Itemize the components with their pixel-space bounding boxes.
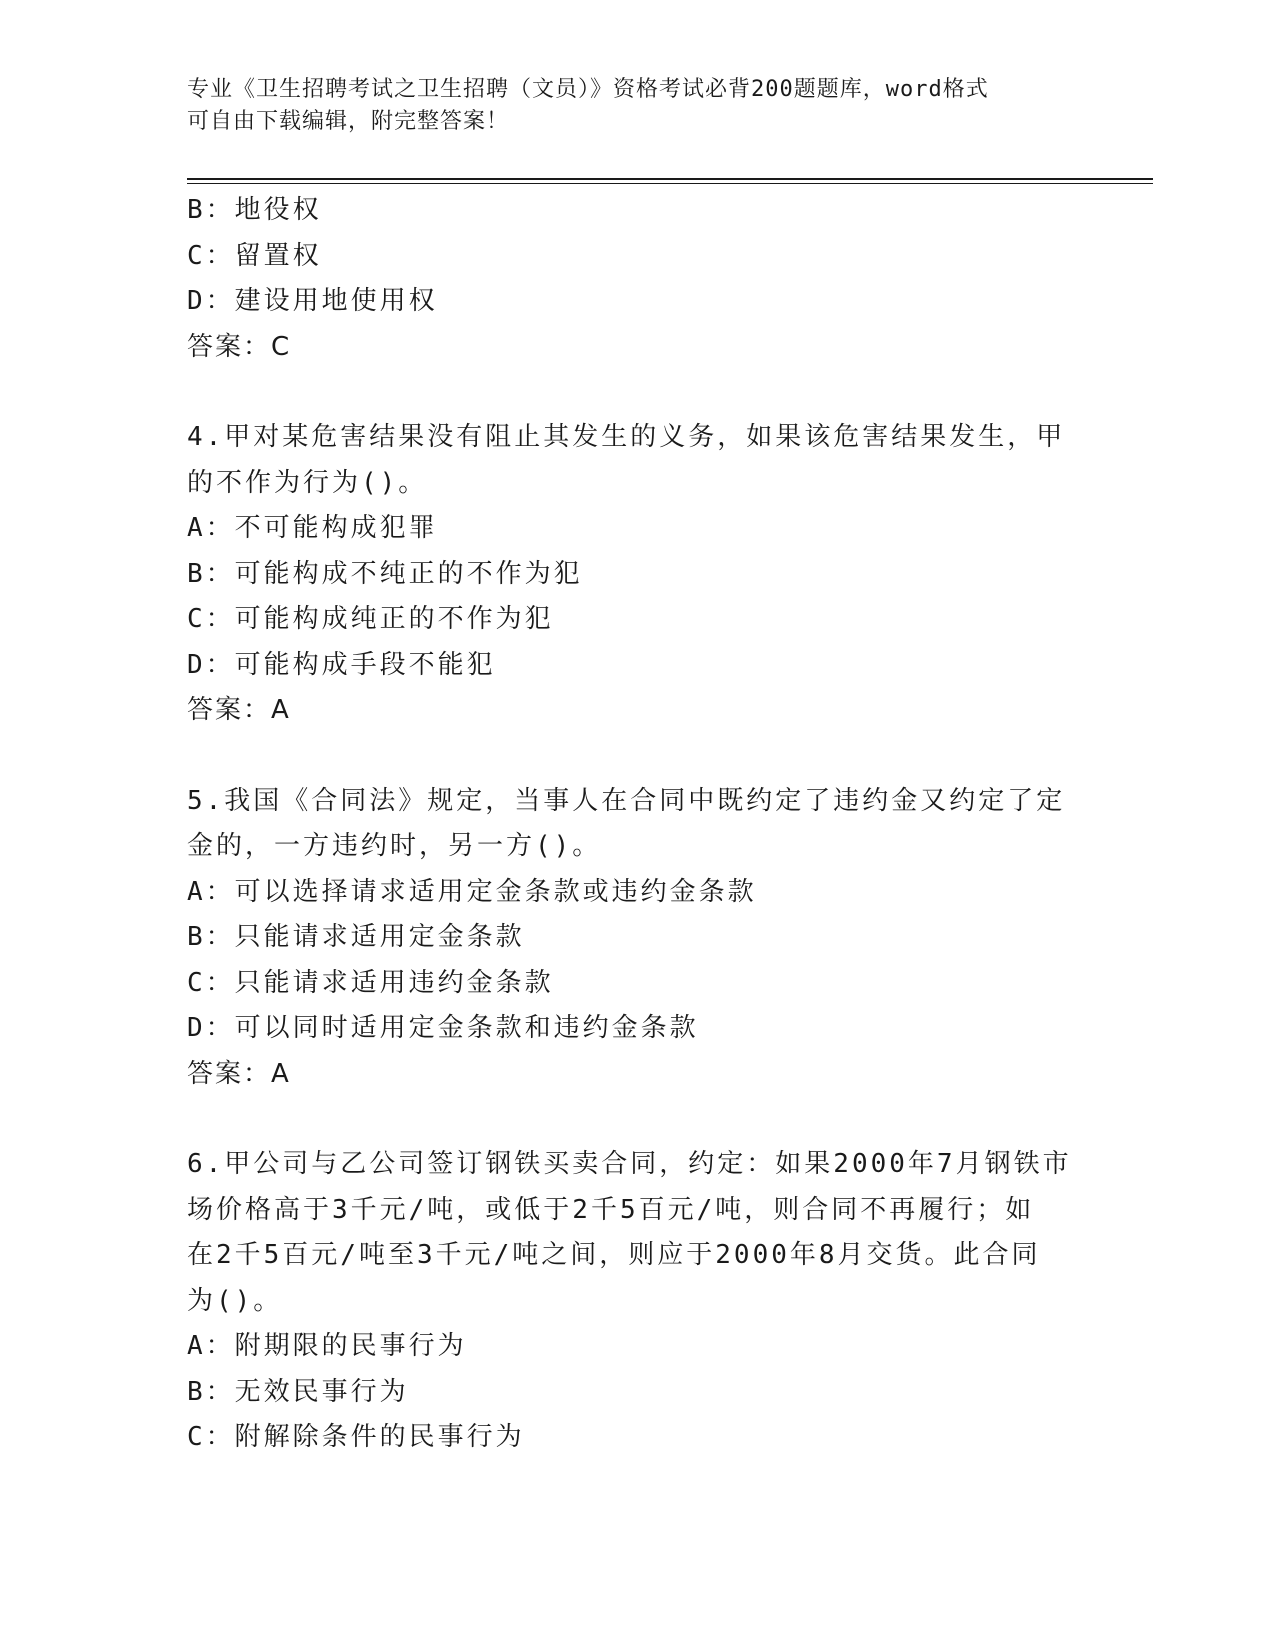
spacer [187, 734, 1087, 779]
header-divider-thin [187, 183, 1153, 184]
spacer [187, 370, 1087, 415]
question-stem-line-2: 场价格高于3千元/吨，或低于2千5百元/吨，则合同不再履行；如 [187, 1194, 1035, 1225]
option-a: A：附期限的民事行为 [187, 1331, 467, 1361]
option-b: B：地役权 [187, 195, 322, 225]
question-list [187, 188, 1087, 1461]
answer-line: 答案：C [187, 331, 292, 362]
question-stem-line-3: 在2千5百元/吨至3千元/吨之间，则应于2000年8月交货。此合同 [187, 1240, 1041, 1270]
option-c: C：只能请求适用违约金条款 [187, 967, 554, 998]
answer-line: 答案：A [187, 695, 291, 725]
option-b: B：无效民事行为 [187, 1376, 409, 1407]
question-stem-line-2: 的不作为行为()。 [187, 467, 428, 498]
header-line-2: 可自由下载编辑，附完整答案！ [187, 109, 510, 134]
option-c: C：可能构成纯正的不作为犯 [187, 604, 554, 634]
question-6 [187, 1142, 1087, 1461]
question-stem-line-4: 为()。 [187, 1285, 283, 1316]
question-3 [187, 188, 1087, 370]
option-a: A：不可能构成犯罪 [187, 513, 438, 543]
option-b: B：可能构成不纯正的不作为犯 [187, 558, 583, 589]
option-c: C：附解除条件的民事行为 [187, 1422, 525, 1452]
question-4 [187, 415, 1087, 734]
question-stem-line-1: 6.甲公司与乙公司签订钢铁买卖合同，约定：如果2000年7月钢铁市 [187, 1149, 1072, 1179]
option-d: D：可能构成手段不能犯 [187, 649, 496, 680]
header-divider-thick [187, 178, 1153, 180]
answer-line: 答案：A [187, 1058, 291, 1089]
option-d: D：可以同时适用定金条款和违约金条款 [187, 1013, 699, 1043]
question-5 [187, 779, 1087, 1098]
spacer [187, 1097, 1087, 1142]
header-line-1: 专业《卫生招聘考试之卫生招聘（文员）》资格考试必背200题题库，word格式 [187, 77, 989, 102]
question-stem-line-1: 5.我国《合同法》规定，当事人在合同中既约定了违约金又约定了定 [187, 785, 1066, 816]
option-c: C：留置权 [187, 240, 322, 271]
option-a: A：可以选择请求适用定金条款或违约金条款 [187, 876, 757, 907]
option-b: B：只能请求适用定金条款 [187, 922, 525, 952]
option-d: D：建设用地使用权 [187, 286, 438, 316]
document-header [187, 74, 1067, 138]
question-stem-line-1: 4.甲对某危害结果没有阻止其发生的义务，如果该危害结果发生，甲 [187, 422, 1066, 452]
question-stem-line-2: 金的，一方违约时，另一方()。 [187, 831, 602, 861]
